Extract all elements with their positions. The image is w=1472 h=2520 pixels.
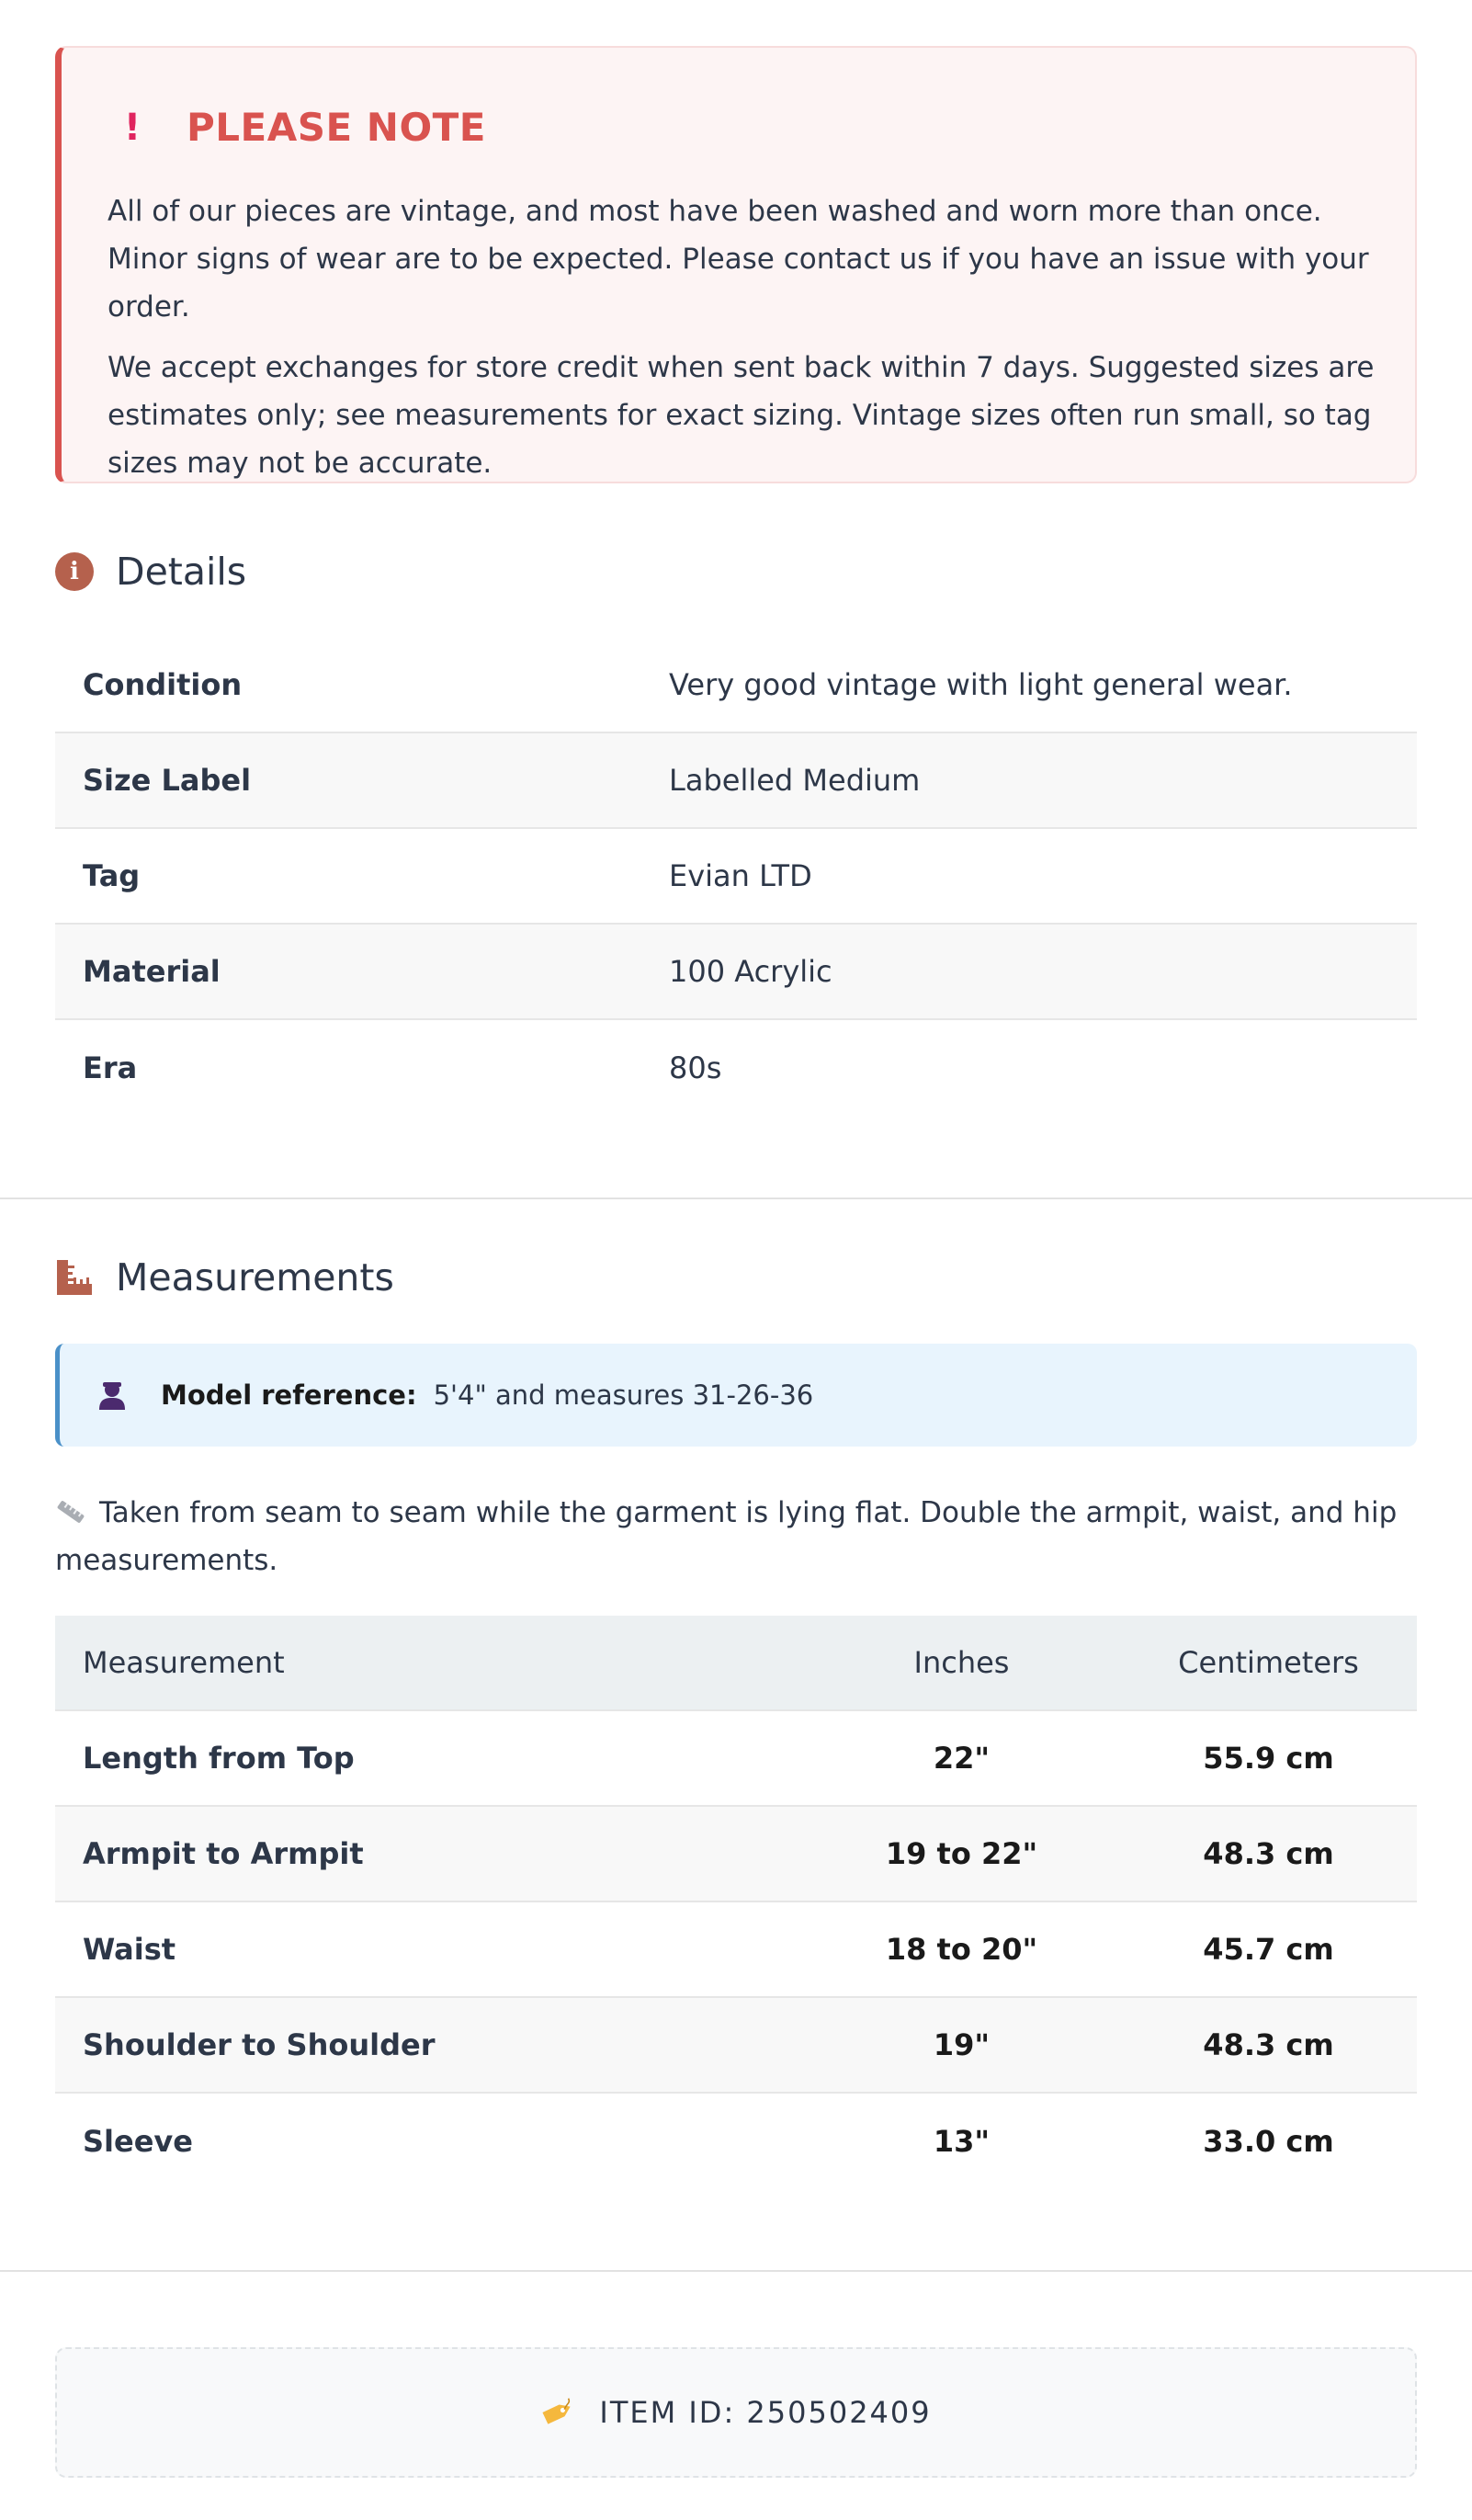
measurement-inches: 18 to 20" (885, 1932, 1038, 1967)
details-heading (55, 550, 246, 594)
measurement-cm: 33.0 cm (1203, 2124, 1334, 2159)
model-reference-value: 5'4" and measures 31-26-36 (433, 1379, 814, 1411)
measurement-cm: 45.7 cm (1203, 1932, 1334, 1967)
please-note-paragraph: All of our pieces are vintage, and most have been washed and worn more than once. Minor signs of wear are to be expected. Please contact us if you have an issue with your order. (108, 195, 1369, 324)
table-row (55, 1711, 1417, 1807)
table-header-row (55, 1616, 1417, 1711)
please-note-header (117, 105, 486, 150)
measurement-inches: 13" (933, 2124, 991, 2159)
ruler-icon (55, 1498, 86, 1526)
section-divider (0, 2270, 1472, 2272)
detail-label: Tag (83, 858, 141, 893)
measurement-cm: 48.3 cm (1203, 1836, 1334, 1871)
detail-label: Condition (83, 667, 243, 702)
table-row (55, 638, 1417, 733)
detail-value: 80s (669, 1050, 722, 1085)
measurements-heading (55, 1255, 394, 1300)
column-header: Inches (913, 1645, 1010, 1680)
measurement-note-text: Taken from seam to seam while the garment is lying flat. Double the armpit, waist, and hip measurements. (55, 1496, 1398, 1577)
measurements-title: Measurements (116, 1255, 394, 1300)
table-row (55, 1998, 1417, 2094)
table-row (55, 733, 1417, 829)
detail-value: Very good vintage with light general wear. (669, 667, 1293, 702)
measurements-table (55, 1616, 1417, 2189)
column-header: Centimeters (1178, 1645, 1359, 1680)
table-row (55, 1902, 1417, 1998)
detail-label: Size Label (83, 763, 252, 798)
item-id-text: ITEM ID: 250502409 (599, 2395, 932, 2430)
measurement-inches: 19" (933, 2027, 991, 2062)
details-table (55, 638, 1417, 1116)
item-id-box (55, 2347, 1417, 2478)
measurement-name: Waist (83, 1932, 176, 1967)
table-row (55, 829, 1417, 925)
tag-icon (540, 2397, 575, 2428)
measurement-cm: 55.9 cm (1203, 1741, 1334, 1776)
model-reference-box (55, 1344, 1417, 1447)
table-row (55, 2094, 1417, 2189)
detail-label: Era (83, 1050, 138, 1085)
detail-value: 100 Acrylic (669, 954, 832, 989)
exclamation-icon: ! (123, 106, 142, 149)
info-icon: i (55, 552, 94, 591)
measurement-name: Length from Top (83, 1741, 355, 1776)
measurement-inches: 22" (933, 1741, 991, 1776)
measurement-note (55, 1489, 1417, 1584)
please-note-title: PLEASE NOTE (187, 105, 486, 150)
table-row (55, 925, 1417, 1020)
measurement-cm: 48.3 cm (1203, 2027, 1334, 2062)
table-row (55, 1807, 1417, 1902)
details-title: Details (116, 550, 247, 594)
please-note-paragraph: We accept exchanges for store credit when sent back within 7 days. Suggested sizes are estimates only; see measurements for exact sizing. Vintage sizes often run small, so tag sizes may not be accurate. (108, 351, 1375, 480)
measurement-inches: 19 to 22" (885, 1836, 1038, 1871)
please-note-box (55, 46, 1417, 483)
person-icon (96, 1379, 128, 1411)
measurement-name: Shoulder to Shoulder (83, 2027, 436, 2062)
measurement-name: Sleeve (83, 2124, 193, 2159)
model-reference-label: Model reference: (161, 1379, 417, 1411)
detail-value: Labelled Medium (669, 763, 921, 798)
measurement-name: Armpit to Armpit (83, 1836, 364, 1871)
table-row (55, 1020, 1417, 1116)
ruler-icon (55, 1258, 94, 1297)
section-divider (0, 1198, 1472, 1199)
detail-value: Evian LTD (669, 858, 812, 893)
column-header: Measurement (83, 1645, 285, 1680)
detail-label: Material (83, 954, 221, 989)
